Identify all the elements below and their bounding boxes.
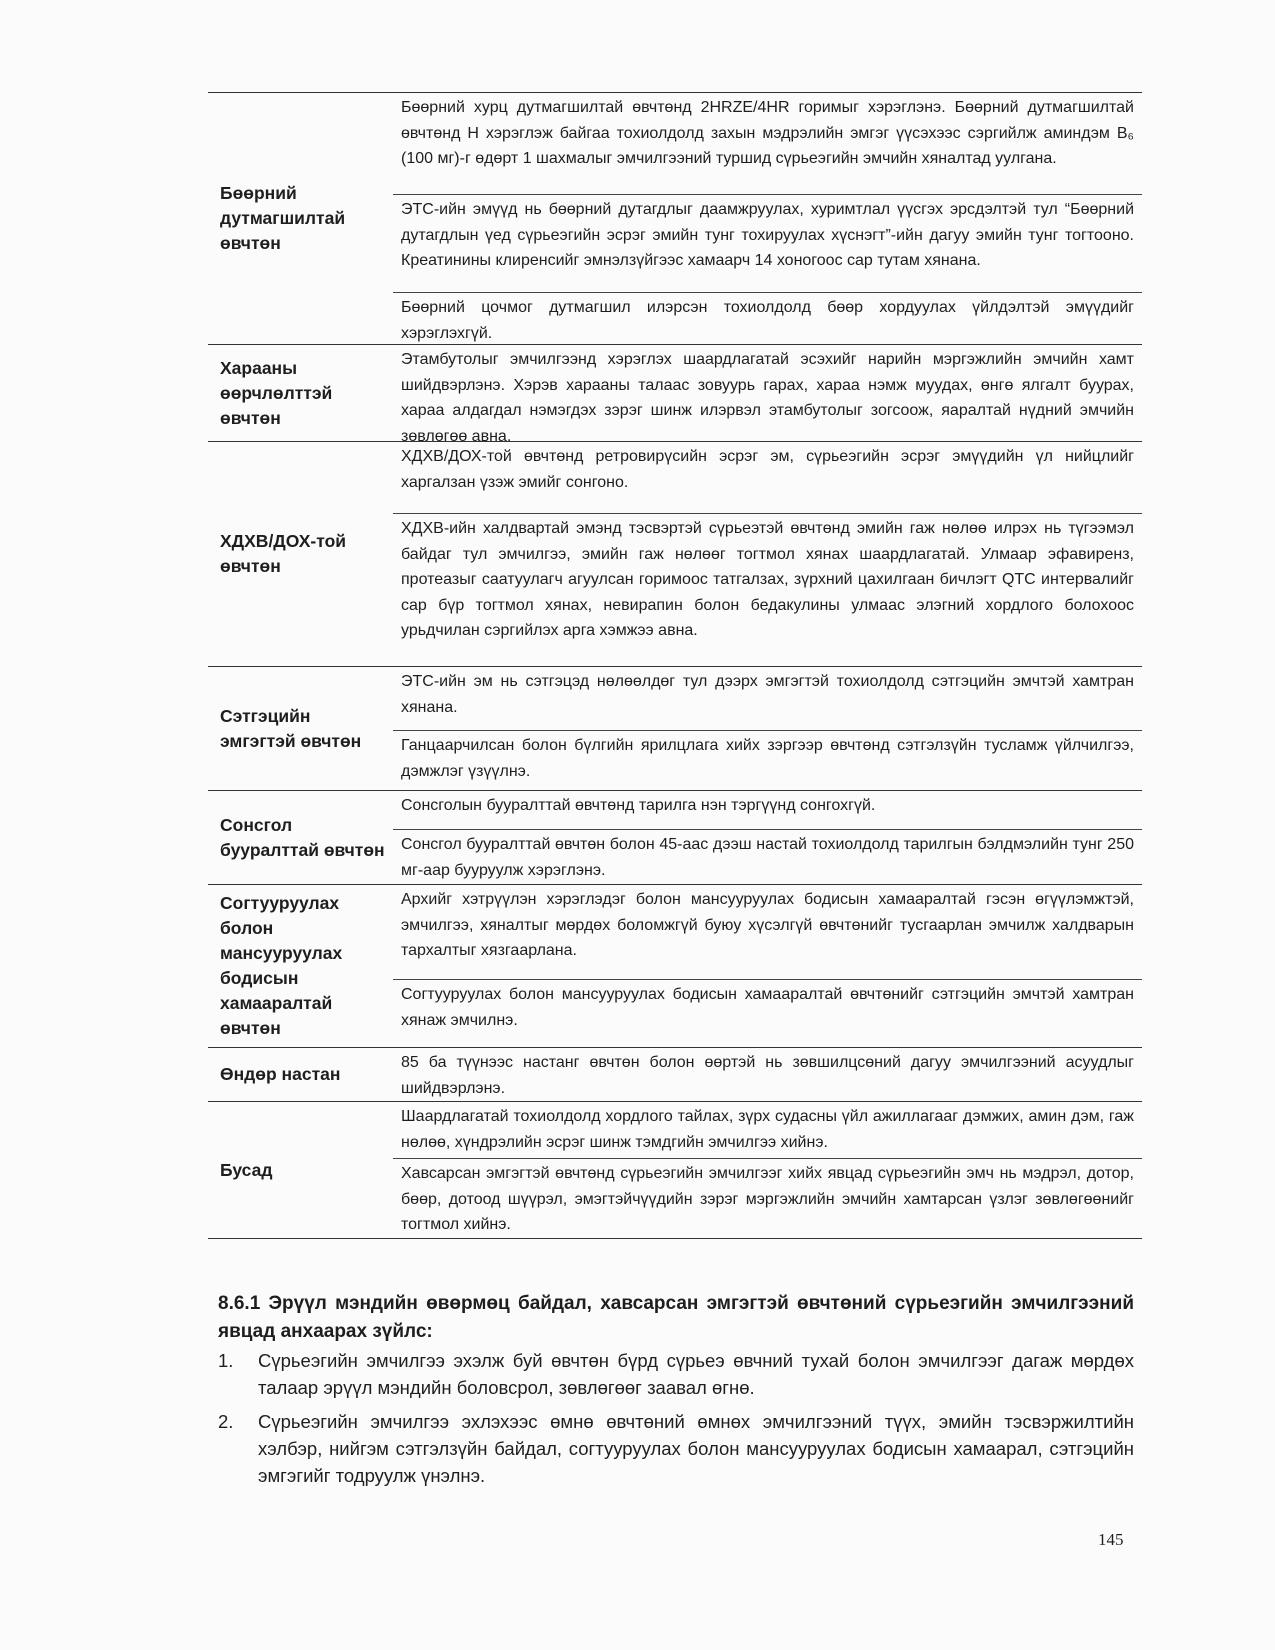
row-entry: Хавсарсан эмгэгтэй өвчтөнд сүрьеэгийн эмчилгээг хийх явцад сүрьеэгийн эмч нь мэдрэл, дотор, бөөр, дотоод шүүрэл, эмэгтэйчүүдийн зэрэг мэргэжлийн эмчийн хамтарсан үзлэг зөвлөгөөнийг тогтмол хийнэ.: [393, 1158, 1142, 1241]
row-entry: ХДХВ/ДОХ-той өвчтөнд ретровирүсийн эсрэг эм, сүрьеэгийн эсрэг эмүүдийн үл нийцлийг харгалзан үзэж эмийг сонгоно.: [401, 448, 1134, 491]
row-entry: 85 ба түүнээс настанг өвчтөн болон өөртэй нь зөвшилцсөний дагуу эмчилгээний асуудлыг шийдвэрлэнэ.: [401, 1054, 1134, 1097]
row-entries: [393, 885, 1142, 1047]
row-entry: Архийг хэтрүүлэн хэрэглэдэг болон мансууруулах бодисын хамааралтай гэсэн өгүүлэмжтэй, эмчилгээ, хяналтыг мөрдөх боломжгүй буюу хүсэлгүй өвчтөнийг тусгаарлан эмчилж халдварын тархалтыг хязгаарлана.: [401, 891, 1134, 959]
section-heading: 8.6.1 Эрүүл мэндийн өвөрмөц байдал, хавсарсан эмгэгтэй өвчтөний сүрьеэгийн эмчилгээний явцад анхаарах зүйлс:: [218, 1293, 1134, 1342]
section-list: [218, 1347, 1134, 1496]
row-entry: Бөөрний цочмог дутмагшил илэрсэн тохиолдолд бөөр хордуулах үйлдэлтэй эмүүдийг хэрэглэхгүй.: [393, 292, 1142, 349]
table-row: [208, 442, 1142, 667]
table-row: [208, 885, 1142, 1048]
row-category: Өндөр настан: [220, 1064, 341, 1084]
table-row: [208, 93, 1142, 345]
table-row: [208, 667, 1142, 791]
table-row: [208, 1102, 1142, 1239]
row-entry: Сонсголын бууралттай өвчтөнд тарилга нэн тэргүүнд сонгохгүй.: [401, 797, 876, 814]
row-entry: Шаардлагатай тохиолдолд хордлого тайлах, зүрх судасны үйл ажиллагааг дэмжих, амин дэм, гаж нөлөө, хүндрэлийн эсрэг шинж тэмдгийн эмчилгээ хийнэ.: [401, 1108, 1134, 1151]
list-item-number: 2.: [218, 1411, 234, 1432]
row-category: ХДХВ/ДОХ-той өвчтөн: [220, 531, 347, 576]
row-category: Бусад: [220, 1159, 273, 1180]
list-item: [218, 1408, 1134, 1489]
row-entry: Согтууруулах болон мансууруулах бодисын хамааралтай өвчтөнийг сэтгэцийн эмчтэй хамтран хянаж эмчилнэ.: [393, 979, 1142, 1036]
list-item: [218, 1347, 1134, 1401]
row-entries: [393, 1048, 1142, 1101]
row-entry: Бөөрний хурц дутмагшилтай өвчтөнд 2HRZE/4HR горимыг хэрэглэнэ. Бөөрний дутмагшилтай өвчтөнд H хэрэглэж байгаа тохиолдолд захын мэдрэлийн эмгэг үүсэхээс сэргийлж аминдэм B₆ (100 мг)-г өдөрт 1 шахмалыг эмчилгээний туршид сүрьеэгийн эмчийн хяналтад уулгана.: [401, 99, 1134, 167]
row-entries: [393, 442, 1142, 666]
row-entries: [393, 93, 1142, 344]
row-entry: Сонсгол бууралттай өвчтөн болон 45-аас дээш настай тохиолдолд тарилгын бэлдмэлийн тунг 250 мг-аар бууруулж хэрэглэнэ.: [393, 829, 1142, 886]
page-number: 145: [1098, 1530, 1124, 1549]
row-entry: ЭТС-ийн эмүүд нь бөөрний дутагдлыг даамжруулах, хуримтлал үүсгэх эрсдэлтэй тул “Бөөрний дутагдлын үед сүрьеэгийн эсрэг эмийн тунг тохируулах хүснэгт”-ийн дагуу эмийн тунг тогтооно. Креатинины клиренсийг эмнэлзүйгээс хамаарч 14 хоногоос сар тутам хянана.: [393, 194, 1142, 292]
row-entries: [393, 791, 1142, 884]
list-item-number: 1.: [218, 1350, 234, 1371]
row-entries: [393, 1102, 1142, 1238]
row-entry: Этамбутолыг эмчилгээнд хэрэглэх шаардлагатай эсэхийг нарийн мэргэжлийн эмчийн хамт шийдвэрлэнэ. Хэрэв харааны талаас зовуурь гарах, хараа нэмж муудах, өнгө ялгалт буурах, хараа алдагдал нэмэгдэх зэрэг шинж илэрвэл этамбутолыг зогсоож, яаралтай нүдний эмчийн зөвлөгөө авна.: [401, 351, 1134, 445]
list-item-text: Сүрьеэгийн эмчилгээ эхэлж буй өвчтөн бүрд сүрьеэ өвчний тухай болон эмчилгээг дагаж мөрдөх талаар эрүүл мэндийн боловсрол, зөвлөгөөг заавал өгнө.: [258, 1350, 1134, 1398]
table-row: [208, 345, 1142, 445]
table-row: [208, 1048, 1142, 1102]
row-category: Сонсгол бууралттай өвчтөн: [220, 814, 385, 860]
row-entries: [393, 667, 1142, 790]
conditions-table: [208, 92, 1142, 1239]
table-row: [208, 791, 1142, 885]
row-category: Сэтгэцийн эмгэгтэй өвчтөн: [220, 705, 362, 751]
row-entry: ХДХВ-ийн халдвартай эмэнд тэсвэртэй сүрьеэтэй өвчтөнд эмийн гаж нөлөө илрэх нь түгээмэл байдаг тул эмчилгээ, эмийн гаж нөлөөг тогтмол хянах шаардлагатай. Улмаар эфавиренз, протеазыг саатуулагч агуулсан горимоос татгалзах, зүрхний цахилгаан бичлэгт QTC интервалийг сар бүр тогтмол хянах, невирапин болон бедакулины улмаас элэгний хордлого болохоос урьдчилан сэргийлэх арга хэмжээ авна.: [393, 513, 1142, 647]
row-entries: [393, 345, 1142, 445]
list-item-text: Сүрьеэгийн эмчилгээ эхлэхээс өмнө өвчтөний өмнөх эмчилгээний түүх, эмийн тэсвэржилтийн хэлбэр, нийгэм сэтгэлзүйн байдал, согтууруулах болон мансууруулах бодисын хамаарал, сэтгэцийн эмгэгийг тодруулж үнэлнэ.: [258, 1411, 1134, 1486]
row-category: Харааны өөрчлөлттэй өвчтөн: [220, 357, 333, 428]
row-category: Согтууруулах болон мансууруулах бодисын хамааралтай өвчтөн: [220, 893, 343, 1038]
row-entry: ЭТС-ийн эм нь сэтгэцэд нөлөөлдөг тул дээрх эмгэгтэй тохиолдолд сэтгэцийн эмчтэй хамтран хянана.: [401, 673, 1134, 716]
row-entry: Ганцаарчилсан болон бүлгийн ярилцлага хийх зэргээр өвчтөнд сэтгэлзүйн тусламж үйлчилгээ, дэмжлэг үзүүлнэ.: [393, 730, 1142, 787]
row-category: Бөөрний дутмагшилтай өвчтөн: [220, 183, 346, 253]
